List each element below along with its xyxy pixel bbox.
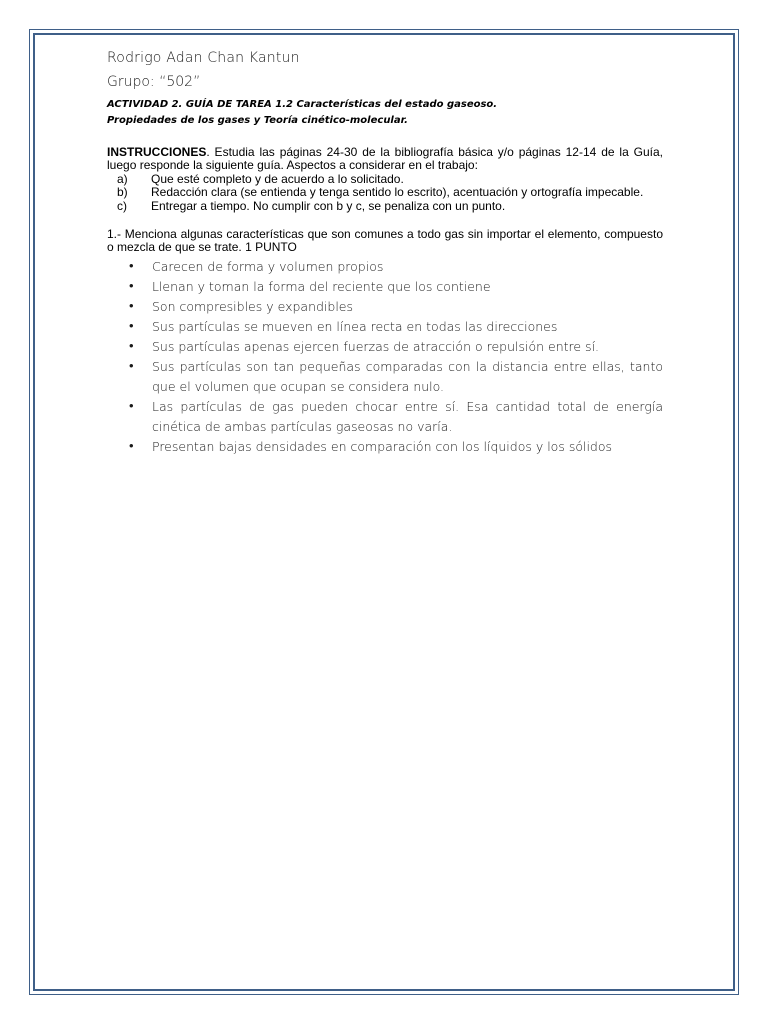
activity-title [107,97,663,129]
bullet-icon: • [129,258,134,274]
instruction-text: Que esté completo y de acuerdo a lo solicitado. [151,171,404,186]
instruction-marker: c) [117,198,127,213]
instructions-list [107,173,663,213]
bullet-icon: • [129,358,134,374]
document-body [107,46,663,457]
instruction-marker: a) [117,171,128,186]
bullet-icon: • [129,438,134,454]
answer-text: Las partículas de gas pueden chocar entre sí. Esa cantidad total de energía cinética de ambas partículas gaseosas no varía. [152,398,663,434]
bullet-icon: • [129,338,134,354]
bullet-icon: • [129,318,134,334]
activity-title-line-1: ACTIVIDAD 2. GUÍA DE TAREA 1.2 Características del estado gaseoso. [107,99,498,110]
answer-text: Presentan bajas densidades en comparación con los líquidos y los sólidos [152,438,613,454]
activity-title-line-2: Propiedades de los gases y Teoría cinético-molecular. [107,115,408,126]
instruction-item [117,186,663,199]
answer-item [107,317,663,337]
instructions-text: . Estudia las páginas 24-30 de la bibliografía básica y/o páginas 12-14 de la Guía, luego responde la siguiente guía. Aspectos a considerar en el trabajo: [107,145,663,173]
answer-text: Sus partículas apenas ejercen fuerzas de atracción o repulsión entre sí. [152,338,600,354]
answer-text: Son compresibles y expandibles [152,298,354,314]
answer-item [107,277,663,297]
instructions-paragraph [107,146,663,173]
answer-item [107,337,663,357]
bullet-icon: • [129,278,134,294]
instruction-item [117,200,663,213]
instruction-marker: b) [117,185,128,200]
instruction-text: Redacción clara (se entienda y tenga sentido lo escrito), acentuación y ortografía impecable. [151,185,644,200]
bullet-icon: • [129,398,134,414]
answer-text: Llenan y toman la forma del reciente que los contiene [152,278,491,294]
bullet-icon: • [129,298,134,314]
answer-item [107,397,663,437]
instructions-label: INSTRUCCIONES [107,145,207,159]
question-1: 1.- Menciona algunas características que son comunes a todo gas sin importar el elemento, compuesto o mezcla de que se trate. 1 PUNTO [107,227,663,255]
answer-item [107,257,663,277]
group-line: Grupo: “502” [107,74,201,90]
answer-item [107,357,663,397]
answer-item [107,437,663,457]
answer-text: Sus partículas son tan pequeñas comparadas con la distancia entre ellas, tanto que el volumen que ocupan se considera nulo. [152,358,663,394]
instruction-text: Entregar a tiempo. No cumplir con b y c, se penaliza con un punto. [151,198,506,213]
instruction-item [117,173,663,186]
answer-text: Sus partículas se mueven en línea recta en todas las direcciones [152,318,558,334]
student-name: Rodrigo Adan Chan Kantun [107,50,300,66]
answer-item [107,297,663,317]
answer-text: Carecen de forma y volumen propios [152,258,384,274]
answer-list [107,257,663,457]
